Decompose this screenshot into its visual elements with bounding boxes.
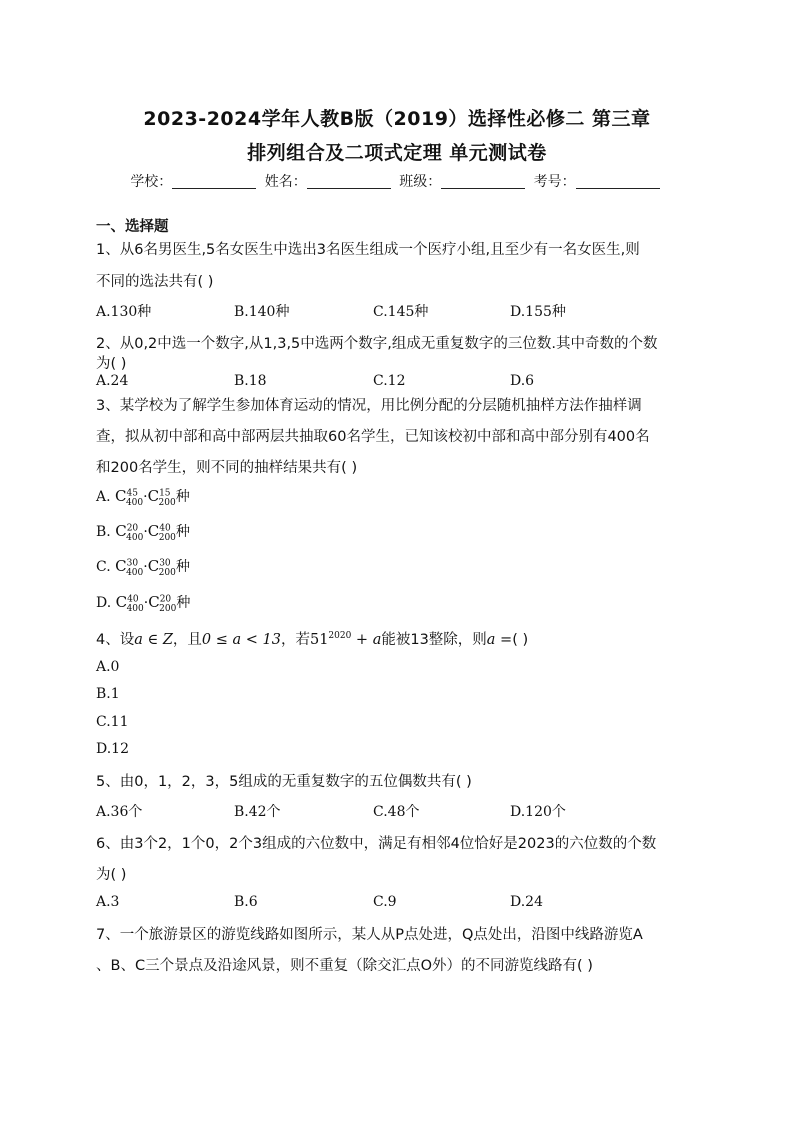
q5-option-b: B.42个 bbox=[234, 804, 281, 820]
comb-sub: 400 bbox=[125, 497, 144, 508]
name-blank bbox=[307, 174, 391, 189]
unit-label: 种 bbox=[175, 489, 190, 505]
q4-condition-2: 0 ≤ a < 13 bbox=[201, 632, 281, 648]
q6-option-b: B.6 bbox=[234, 894, 258, 910]
q4-prefix: 4、设 bbox=[96, 632, 135, 648]
q7-text-line2: 、B、C三个景点及沿途风景，则不重复（除交汇点O外）的不同游览线路有( ) bbox=[96, 958, 593, 974]
q2-option-d: D.6 bbox=[510, 373, 535, 389]
q1-text-line1: 1、从6名男医生,5名女医生中选出3名医生组成一个医疗小组,且至少有一名女医生,则 bbox=[96, 242, 640, 258]
comb-sup: 20 bbox=[126, 523, 139, 534]
combination-expression: $C^{20}_{400}$ bbox=[115, 522, 144, 543]
q5-option-d: D.120个 bbox=[510, 804, 566, 820]
q1-text-line2: 不同的选法共有( ) bbox=[96, 274, 214, 290]
q3-option-d: D. $C^{40}_{400}\cdot C^{20}_{200}$种 bbox=[96, 593, 191, 614]
q3-text-line2: 查，拟从初中部和高中部两层共抽取60名学生，已知该校初中部和高中部分别有400名 bbox=[96, 429, 650, 445]
q3-text-line3: 和200名学生，则不同的抽样结果共有( ) bbox=[96, 460, 358, 476]
comb-sup: 40 bbox=[127, 594, 139, 605]
q1-option-c: C.145种 bbox=[373, 304, 429, 320]
comb-sub: 400 bbox=[126, 532, 144, 543]
q2-option-c: C.12 bbox=[373, 373, 406, 389]
comb-sub: 200 bbox=[159, 603, 177, 614]
q3-option-c: C. $C^{30}_{400}\cdot C^{30}_{200}$种 bbox=[96, 557, 190, 578]
q4-text-line1 bbox=[96, 628, 528, 649]
unit-label: 种 bbox=[175, 524, 190, 540]
q6-option-d: D.24 bbox=[510, 894, 543, 910]
q4-plus-a: + a bbox=[351, 632, 382, 648]
q3-option-d-label: D. bbox=[96, 595, 112, 611]
q4-option-a: A.0 bbox=[96, 659, 120, 675]
q3-option-c-label: C. bbox=[96, 559, 111, 575]
comb-sub: 200 bbox=[158, 532, 176, 543]
student-info-row bbox=[0, 171, 794, 191]
q4-connector-2: ，若 bbox=[280, 632, 310, 648]
comb-sup: 30 bbox=[159, 558, 171, 569]
q5-option-c: C.48个 bbox=[373, 804, 420, 820]
school-blank bbox=[172, 174, 256, 189]
comb-sub: 400 bbox=[126, 567, 144, 578]
class-blank bbox=[441, 174, 525, 189]
combination-expression: $C^{40}_{400}$ bbox=[115, 593, 144, 614]
q2-text-line1: 2、从0,2中选一个数字,从1,3,5中选两个数字,组成无重复数字的三位数.其中奇数的个数 bbox=[96, 336, 658, 352]
q2-option-b: B.18 bbox=[234, 373, 267, 389]
comb-sup: 20 bbox=[159, 594, 172, 605]
combination-expression: $C^{30}_{200}$ bbox=[147, 557, 176, 578]
combination-expression: $C^{30}_{400}$ bbox=[115, 557, 144, 578]
q4-answer-expr: a = bbox=[486, 632, 513, 648]
q4-base: 51 bbox=[309, 632, 329, 648]
q4-connector-3: 能被13整除，则 bbox=[381, 632, 487, 648]
q3-option-a: A. $C^{45}_{400}\cdot C^{15}_{200}$种 bbox=[96, 487, 190, 508]
q6-text-line2: 为( ) bbox=[96, 867, 127, 883]
q6-text-line1: 6、由3个2，1个0，2个3组成的六位数中，满足有相邻4位恰好是2023的六位数的个数 bbox=[96, 836, 657, 852]
q4-option-b: B.1 bbox=[96, 686, 120, 702]
q4-condition-1: a ∈ Z bbox=[134, 632, 173, 648]
q2-text-line2: 为( ) bbox=[96, 356, 127, 372]
q6-option-a: A.3 bbox=[96, 894, 120, 910]
q2-option-a: A.24 bbox=[96, 373, 129, 389]
q1-option-d: D.155种 bbox=[510, 304, 566, 320]
q5-text-line1: 5、由0，1，2，3，5组成的无重复数字的五位偶数共有( ) bbox=[96, 774, 472, 790]
comb-sub: 200 bbox=[158, 497, 176, 508]
class-label: 班级： bbox=[399, 174, 442, 190]
q3-option-b-label: B. bbox=[96, 524, 111, 540]
document-title-line1: 2023-2024学年人教B版（2019）选择性必修二 第三章 bbox=[143, 108, 651, 130]
q4-connector-1: ，且 bbox=[172, 632, 202, 648]
exam-no-blank bbox=[576, 174, 660, 189]
q3-option-b: B. $C^{20}_{400}\cdot C^{40}_{200}$种 bbox=[96, 522, 190, 543]
school-label: 学校： bbox=[130, 174, 173, 190]
q7-text-line1: 7、一个旅游景区的游览线路如图所示，某人从P点处进，Q点处出，沿图中线路游览A bbox=[96, 927, 643, 943]
q4-option-d: D.12 bbox=[96, 741, 129, 757]
comb-sub: 400 bbox=[126, 603, 144, 614]
q5-option-a: A.36个 bbox=[96, 804, 143, 820]
q3-text-line1: 3、某学校为了解学生参加体育运动的情况，用比例分配的分层随机抽样方法作抽样调 bbox=[96, 398, 642, 414]
comb-sup: 15 bbox=[159, 488, 171, 499]
q4-blank-paren: ( ) bbox=[512, 632, 529, 648]
document-title-line2: 排列组合及二项式定理 单元测试卷 bbox=[247, 142, 547, 164]
q1-option-a: A.130种 bbox=[96, 304, 152, 320]
q3-option-a-label: A. bbox=[96, 489, 111, 505]
combination-expression: $C^{15}_{200}$ bbox=[147, 487, 176, 508]
q6-option-c: C.9 bbox=[373, 894, 397, 910]
combination-expression: $C^{20}_{200}$ bbox=[148, 593, 177, 614]
comb-sup: 45 bbox=[126, 488, 138, 499]
section-title: 一、选择题 bbox=[96, 219, 169, 235]
q1-option-b: B.140种 bbox=[234, 304, 290, 320]
combination-expression: $C^{40}_{200}$ bbox=[147, 522, 176, 543]
q4-option-c: C.11 bbox=[96, 714, 129, 730]
unit-label: 种 bbox=[176, 595, 191, 611]
unit-label: 种 bbox=[175, 559, 190, 575]
comb-sup: 40 bbox=[159, 523, 171, 534]
combination-expression: $C^{45}_{400}$ bbox=[115, 487, 144, 508]
name-label: 姓名： bbox=[264, 174, 307, 190]
exam-no-label: 考号： bbox=[533, 174, 576, 190]
q4-exponent: 2020 bbox=[328, 631, 352, 642]
comb-sub: 200 bbox=[158, 567, 176, 578]
comb-sup: 30 bbox=[126, 558, 139, 569]
